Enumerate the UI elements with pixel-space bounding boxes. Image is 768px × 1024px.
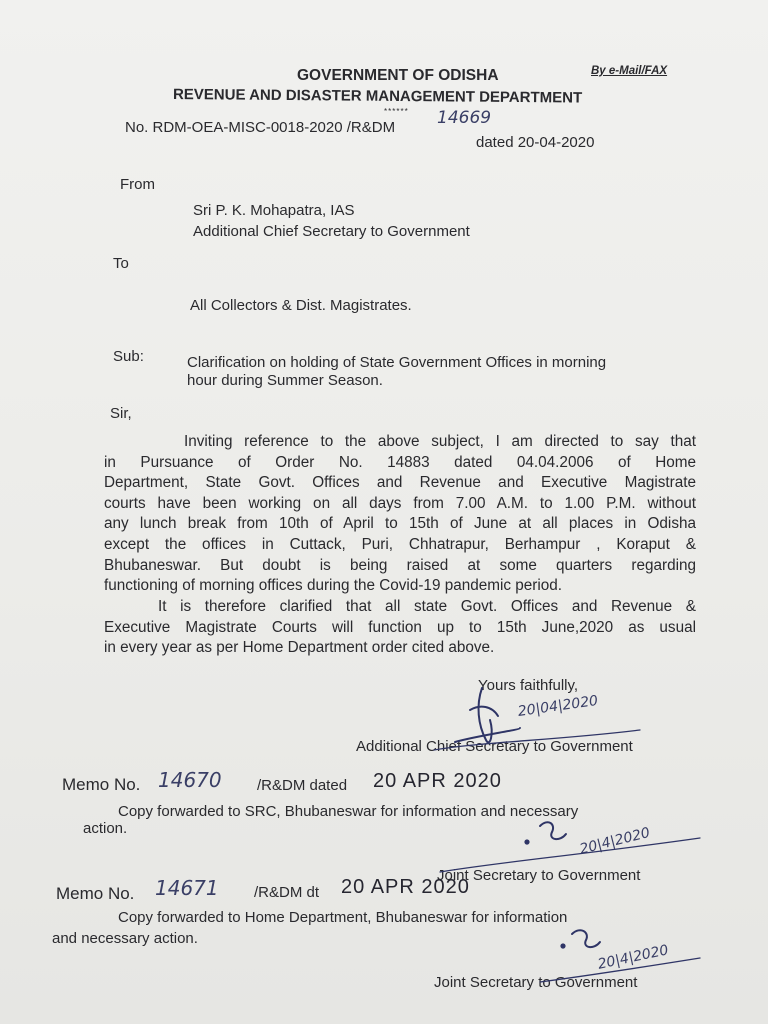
letter-number-handwritten: 14669 <box>437 108 492 128</box>
body-line: in Pursuance of Order No. 14883 dated 04.04.2006 of Home <box>104 453 696 471</box>
memo2-date-stamp: 20 APR 2020 <box>341 876 470 898</box>
memo2-signature-date: 20|4|2020 <box>596 942 670 973</box>
recipient: All Collectors & Dist. Magistrates. <box>190 297 412 314</box>
yours-faithfully: Yours faithfully, <box>478 677 579 694</box>
signature-date-handwritten: 20|04|2020 <box>516 692 600 720</box>
letter-date: dated 20-04-2020 <box>476 134 595 151</box>
body-line: except the offices in Cuttack, Puri, Chhatrapur, Berhampur , Koraput & <box>104 535 696 553</box>
memo1-number-handwritten: 14670 <box>158 768 222 792</box>
memo1-date-stamp: 20 APR 2020 <box>373 770 502 792</box>
closing-designation: Additional Chief Secretary to Government <box>356 738 633 755</box>
body-line: Department, State Govt. Offices and Revenue and Executive Magistrate <box>104 474 696 492</box>
memo1-ref: /R&DM dated <box>257 777 348 794</box>
memo2-prefix: Memo No. <box>56 884 135 903</box>
memo1-signature-date: 20|4|2020 <box>578 824 652 858</box>
letter-number: No. RDM-OEA-MISC-0018-2020 /R&DM <box>125 119 396 136</box>
memo1-initials <box>440 822 700 872</box>
memo2-text-line-2: and necessary action. <box>52 930 198 947</box>
to-label: To <box>113 255 129 272</box>
salutation: Sir, <box>110 405 132 422</box>
header-stars: ****** <box>384 107 409 116</box>
body-line: courts have been working on all days from 7.00 A.M. to 1.00 P.M. without <box>104 494 696 512</box>
memo1-designation: Joint Secretary to Government <box>437 867 641 884</box>
memo2-number-handwritten: 14671 <box>155 876 219 900</box>
memo1-text-line-1: Copy forwarded to SRC, Bhubaneswar for information and necessary <box>118 803 579 820</box>
memo2-text-line-1: Copy forwarded to Home Department, Bhubaneswar for information <box>118 909 568 926</box>
body-line: any lunch break from 10th of April to 15th of June at all places in Odisha <box>104 515 696 533</box>
body-line: in every year as per Home Department order cited above. <box>104 639 495 657</box>
sender-designation: Additional Chief Secretary to Government <box>193 223 470 240</box>
sender-name: Sri P. K. Mohapatra, IAS <box>193 202 355 219</box>
body-line: functioning of morning offices during the Covid-19 pandemic period. <box>104 577 563 595</box>
from-label: From <box>120 176 155 193</box>
memo1-prefix: Memo No. <box>62 775 141 794</box>
chief-secretary-signature <box>434 688 640 750</box>
subject-label: Sub: <box>113 348 144 365</box>
body-line: Inviting reference to the above subject, I am directed to say that <box>184 433 696 450</box>
subject-line-1: Clarification on holding of State Government Offices in morning <box>187 354 607 371</box>
memo1-text-line-2: action. <box>83 820 128 837</box>
by-email-fax-note: By e-Mail/FAX <box>591 65 668 77</box>
body-line: It is therefore clarified that all state Govt. Offices and Revenue & <box>158 598 696 615</box>
memo2-designation: Joint Secretary to Government <box>434 974 638 991</box>
memo2-ref: /R&DM dt <box>254 884 320 901</box>
subject-line-2: hour during Summer Season. <box>187 372 383 389</box>
memo2-initials <box>540 930 700 982</box>
body-line: Bhubaneswar. But doubt is being raised at some quarters regarding <box>104 556 696 574</box>
department-title: REVENUE AND DISASTER MANAGEMENT DEPARTMENT <box>172 86 583 107</box>
government-title: GOVERNMENT OF ODISHA <box>297 67 499 84</box>
body-line: Executive Magistrate Courts will function up to 15th June,2020 as usual <box>104 618 696 636</box>
